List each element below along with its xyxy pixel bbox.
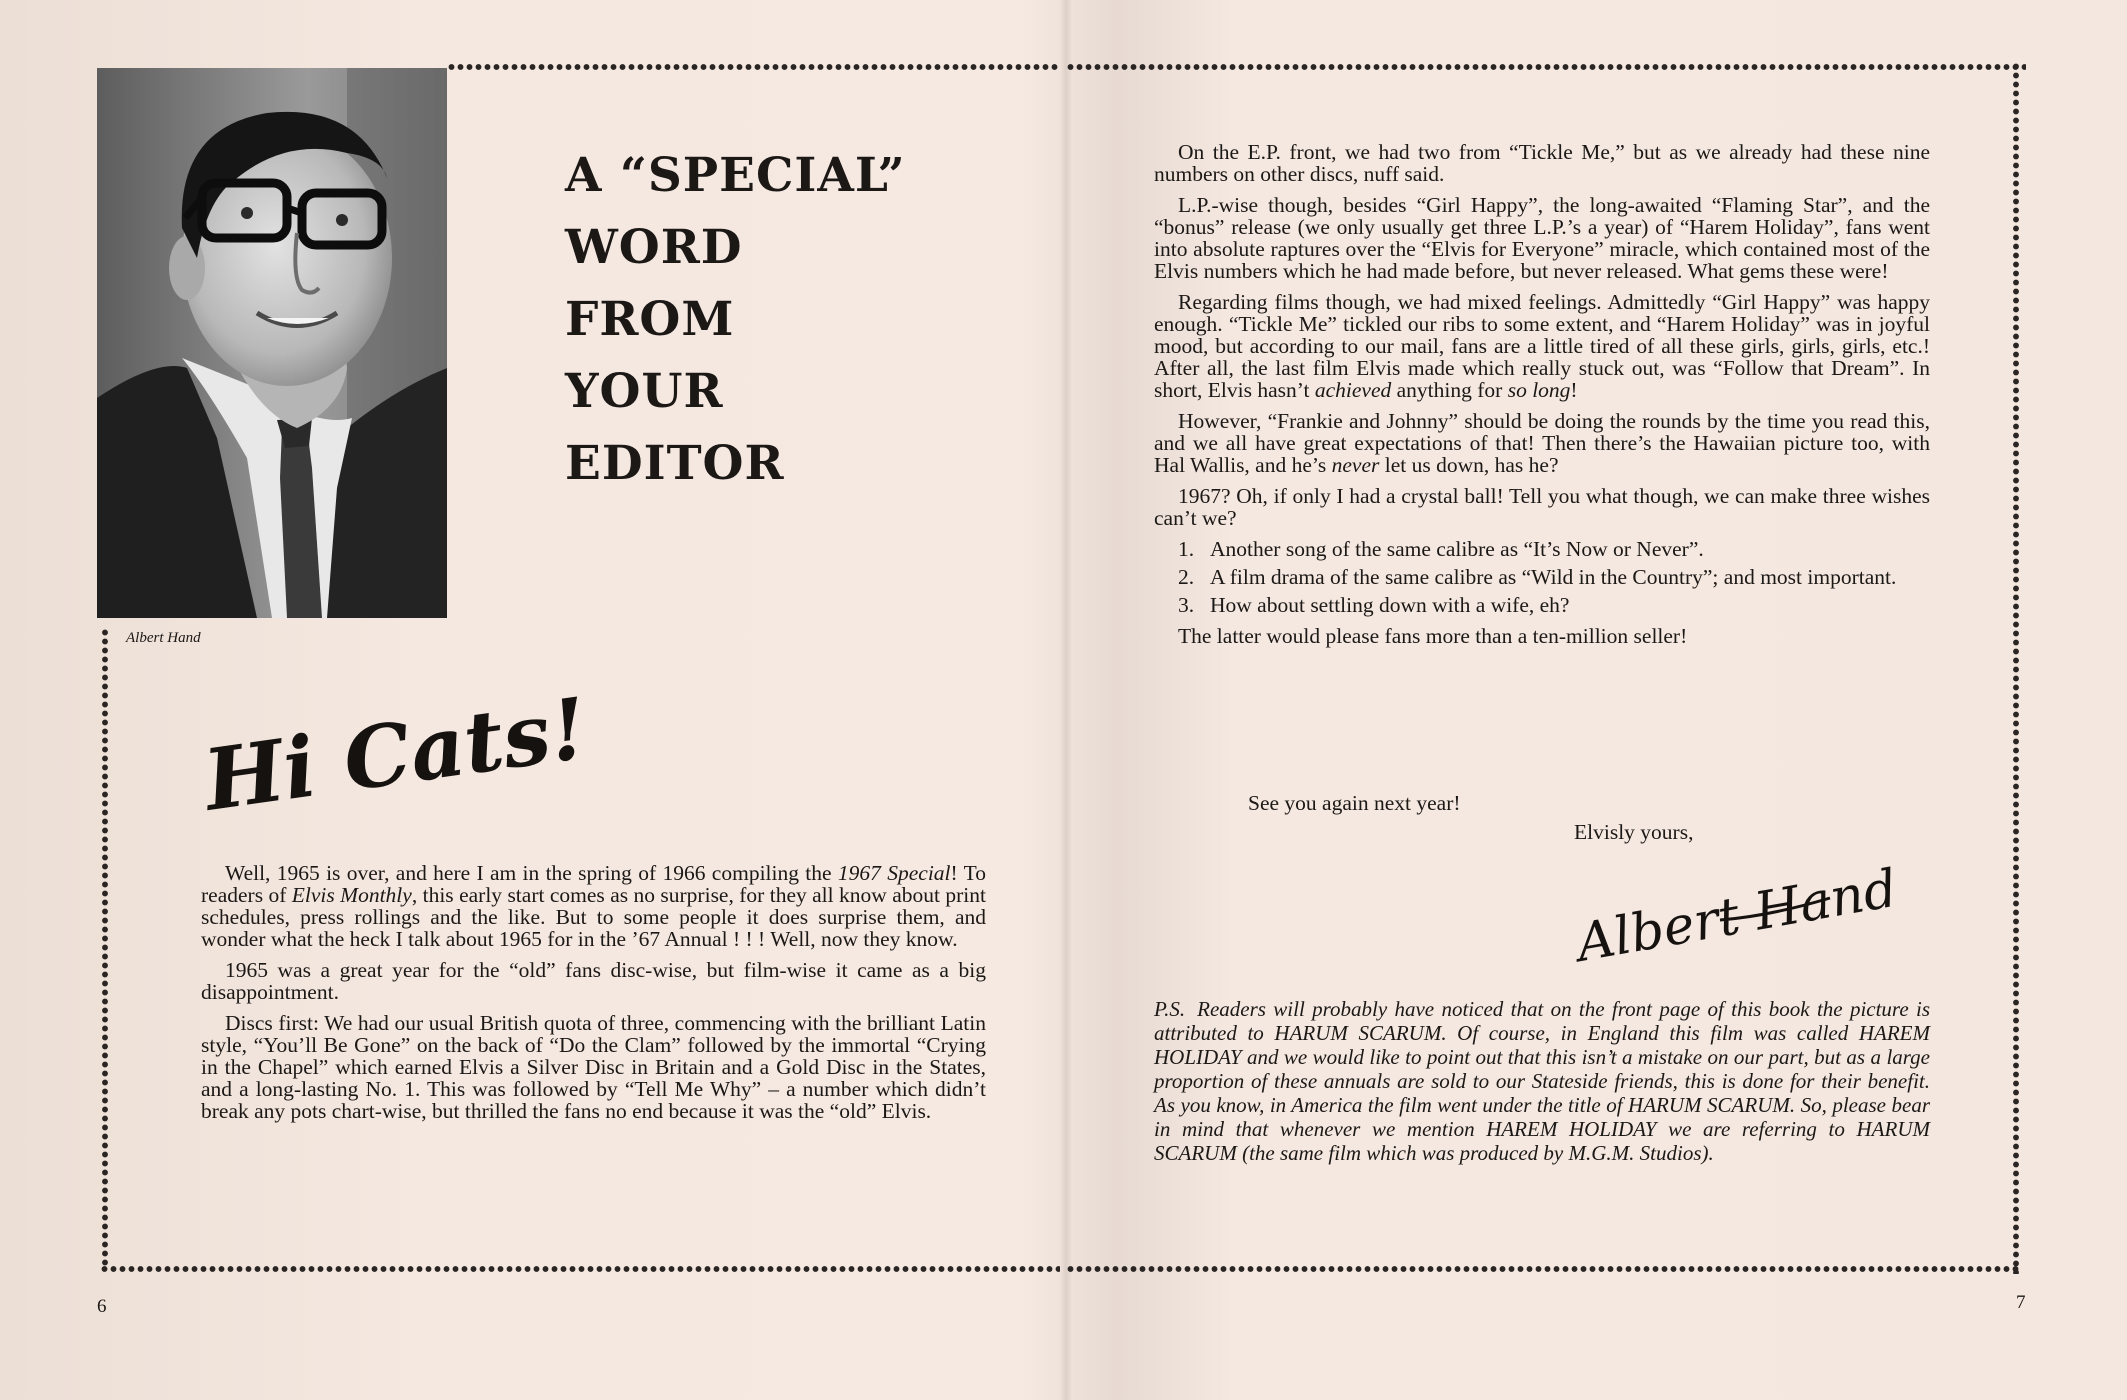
list-item: 3. How about settling down with a wife, eh? <box>1178 593 1570 617</box>
closing-line: The latter would please fans more than a ten-million seller! <box>1178 624 1688 648</box>
headline-line: WORD <box>565 220 743 275</box>
left-border <box>100 628 110 1268</box>
headline-line: EDITOR <box>565 436 785 491</box>
svg-text:Albert Hand: Albert Hand <box>1572 858 1902 974</box>
right-border <box>2011 62 2021 1274</box>
wishes-list <box>1178 538 1930 616</box>
bottom-border-left <box>100 1264 1060 1274</box>
bottom-border-right <box>1066 1264 2021 1274</box>
handwritten-greeting <box>198 670 594 840</box>
headline-line: FROM <box>565 292 735 347</box>
paragraph: Discs first: We had our usual British quota of three, commencing with the brilliant Latin style, “You’ll Be Gone” on the back of “Do the Clam” followed by the immortal “Crying in the Chapel” which earned Elvis a Silver Disc in Britain and a Gold Disc in the States, and a long-lasting No. 1. This was followed by “Tell Me Why” – a number which didn’t break any pots chart-wise, but thrilled the fans no end because it was the “old” Elvis. <box>201 1011 986 1123</box>
postscript: P.S. Readers will probably have noticed that on the front page of this book the picture is attributed to HARUM SCARUM. Of course, in England this film was called HAREM HOLIDAY and we would like to point out that this isn’t a mistake on our part, but as a large proportion of these annuals are sold to our Stateside friends, this is done for their benefit. As you know, in America the film went under the title of HARUM SCARUM. So, please bear in mind that whenever we mention HAREM HOLIDAY we are referring to HARUM SCARUM (the same film which was produced by M.G.M. Studios). <box>1154 997 1930 1165</box>
top-border-right <box>1066 62 2026 72</box>
headline-line: A “SPECIAL” <box>565 148 906 203</box>
photo-caption: Albert Hand <box>126 630 201 646</box>
paragraph: However, “Frankie and Johnny” should be doing the rounds by the time you read this, and we all have great expectations of that! Then there’s the Hawaiian picture too, with Hal Wallis, and he’s never let us down, has he? <box>1154 409 1930 477</box>
editor-photo <box>97 68 447 618</box>
page-number-left: 6 <box>97 1296 107 1317</box>
left-article-body <box>201 862 986 1131</box>
paragraph: On the E.P. front, we had two from “Tickle Me,” but as we already had these nine numbers on other discs, nuff said. <box>1154 140 1930 186</box>
page-gutter <box>1060 0 1072 1400</box>
valediction: Elvisly yours, <box>1574 820 1694 844</box>
article-headline <box>565 140 985 500</box>
paragraph: L.P.-wise though, besides “Girl Happy”, the long-awaited “Flaming Star”, and the “bonus” release (we only usually get three L.P.’s a year) of “Harem Holiday”, fans went into absolute raptures over the “Elvis for Everyone” miracle, which contained most of the Elvis numbers which he had made before, but never released. What gems these were! <box>1154 193 1930 283</box>
paragraph: Regarding films though, we had mixed feelings. Admittedly “Girl Happy” was happy enough. “Tickle Me” tickled our ribs to some extent, and “Harem Holiday” was in joyful mood, but according to our mail, fans are a little tired of all these girls, girls, girls, etc.! After all, the last film Elvis made which really stuck out, was “Follow that Dream”. In short, Elvis hasn’t achieved anything for so long! <box>1154 290 1930 402</box>
paragraph: 1965 was a great year for the “old” fans disc-wise, but film-wise it came as a big disappointment. <box>201 958 986 1004</box>
editor-signature <box>1570 858 1902 974</box>
paragraph: Well, 1965 is over, and here I am in the spring of 1966 compiling the 1967 Special! To readers of Elvis Monthly, this early start comes as no surprise, for they all know about print schedules, press rollings and the like. But to some people it does surprise them, and wonder what the heck I talk about 1965 for in the ’67 Annual ! ! ! Well, now they know. <box>201 861 986 951</box>
svg-text:Hi Cats!: Hi Cats! <box>198 678 594 830</box>
paragraph: 1967? Oh, if only I had a crystal ball! Tell you what though, we can make three wishes can’t we? <box>1154 484 1930 530</box>
headline-line: YOUR <box>565 364 724 419</box>
signoff: See you again next year! <box>1248 791 1461 815</box>
top-border-left <box>447 62 1060 72</box>
list-item: 1. Another song of the same calibre as “It’s Now or Never”. <box>1178 537 1704 561</box>
list-item: 2. A film drama of the same calibre as “Wild in the Country”; and most important. <box>1178 565 1897 589</box>
page-number-right: 7 <box>2016 1292 2026 1313</box>
right-article-body <box>1154 141 1930 656</box>
